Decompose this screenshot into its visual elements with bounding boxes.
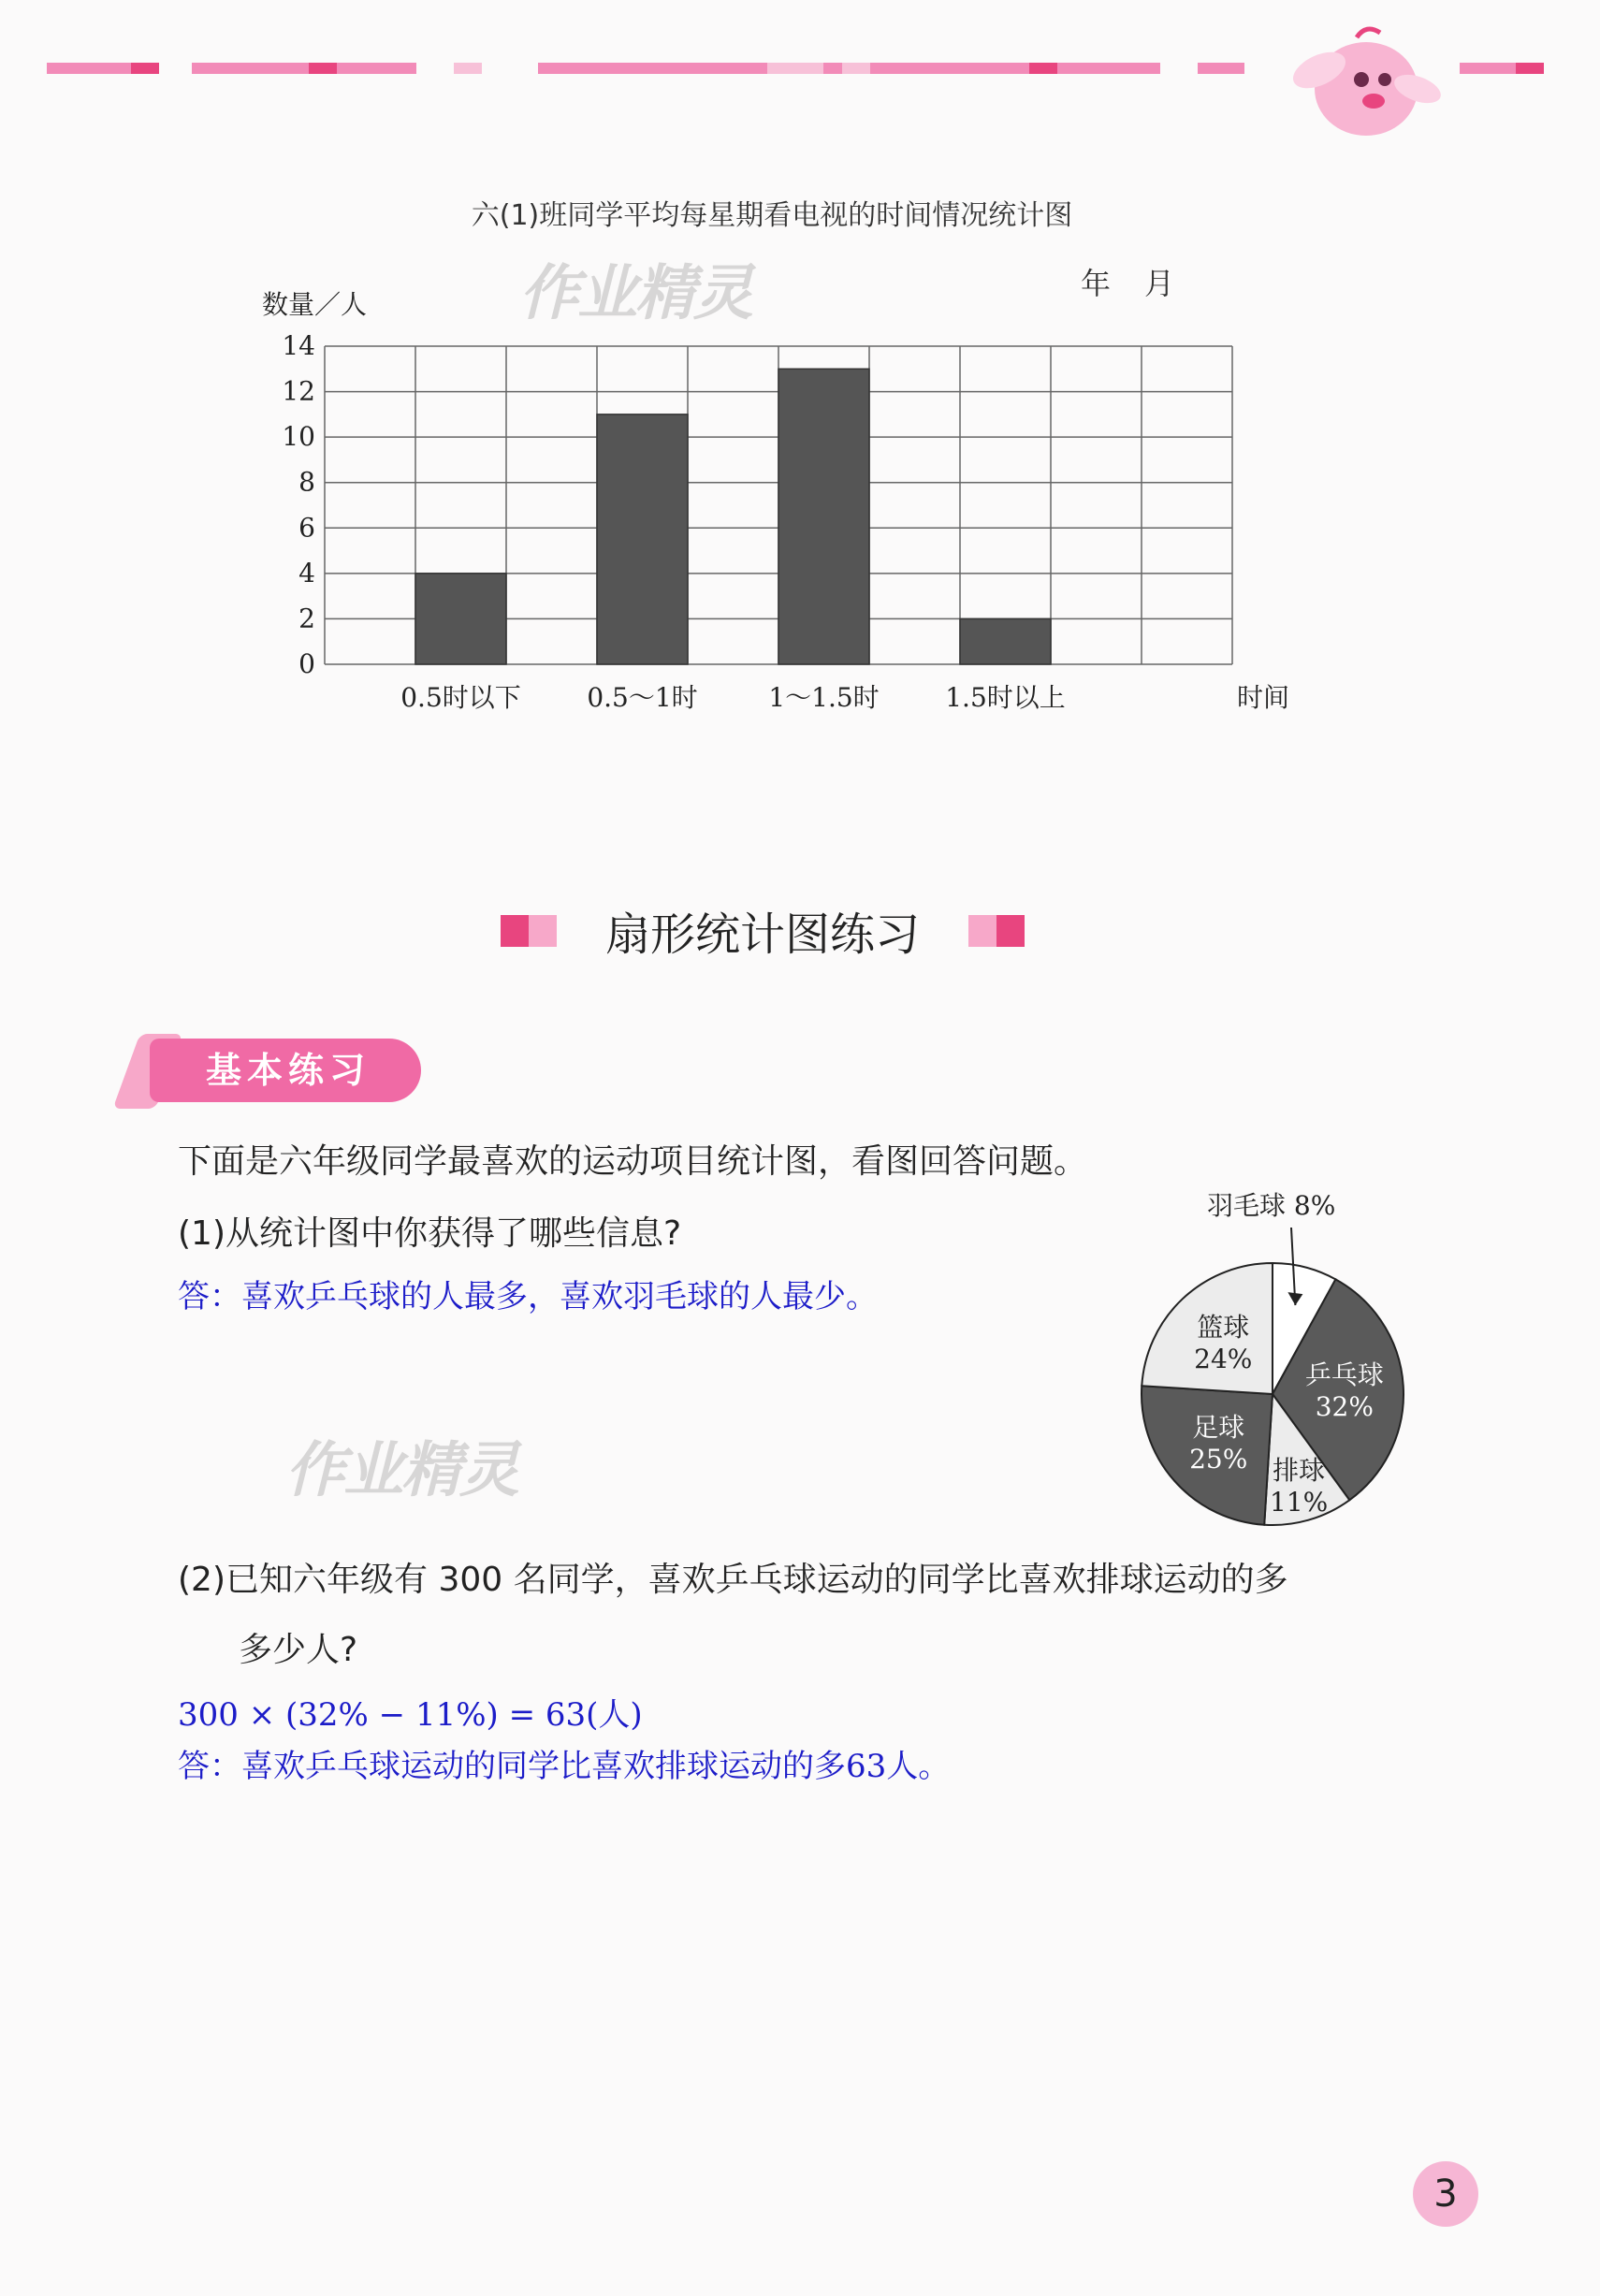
bird-mascot-icon xyxy=(1282,19,1450,150)
pie-slice-label: 乒乓球 xyxy=(1304,1359,1384,1391)
pie-slice-percent: 32% xyxy=(1315,1391,1374,1423)
watermark: 作业精灵 xyxy=(519,259,751,328)
bar-0 xyxy=(415,574,506,664)
pie-slice-label: 篮球 xyxy=(1197,1311,1250,1343)
watermark-2: 作业精灵 xyxy=(285,1436,517,1505)
question-2-line-2: 多少人? xyxy=(239,1631,358,1669)
bar-3 xyxy=(960,618,1051,664)
y-tick-label: 4 xyxy=(298,557,315,589)
pie-slice-label: 足球 xyxy=(1192,1411,1245,1443)
answer-2-text: 答：喜欢乒乓球运动的同学比喜欢排球运动的多63人。 xyxy=(178,1748,951,1785)
bar-chart xyxy=(243,187,1290,730)
x-tick-label: 1～1.5时 xyxy=(768,682,880,713)
x-axis-label: 时间 xyxy=(1237,682,1290,713)
y-tick-label: 0 xyxy=(298,648,315,679)
pie-slice-percent: 25% xyxy=(1189,1443,1248,1475)
x-tick-label: 0.5时以下 xyxy=(400,682,521,713)
section-title: 扇形统计图练习 xyxy=(604,908,920,961)
section-deco-right xyxy=(968,915,1025,947)
y-tick-label: 8 xyxy=(298,466,315,498)
pie-slice-percent: 24% xyxy=(1194,1343,1253,1374)
bar-1 xyxy=(597,414,688,664)
y-tick-label: 6 xyxy=(298,512,315,544)
y-axis-label: 数量／人 xyxy=(262,289,368,320)
y-tick-label: 12 xyxy=(282,375,315,407)
intro-text: 下面是六年级同学最喜欢的运动项目统计图，看图回答问题。 xyxy=(178,1142,1088,1181)
y-tick-label: 14 xyxy=(282,330,315,361)
basic-practice-tag: 基本练习 xyxy=(150,1039,421,1102)
x-tick-label: 0.5～1时 xyxy=(587,682,698,713)
pie-slice-percent: 11% xyxy=(1270,1486,1329,1518)
bar-2 xyxy=(778,369,869,664)
date-label: 年 月 xyxy=(1081,266,1177,301)
page-number: 3 xyxy=(1413,2161,1478,2227)
pie-chart xyxy=(1113,1188,1432,1534)
answer-2-formula: 300 × (32% − 11%) = 63(人) xyxy=(178,1696,643,1734)
answer-1: 答：喜欢乒乓球的人最多，喜欢羽毛球的人最少。 xyxy=(178,1278,878,1315)
question-1: (1)从统计图中你获得了哪些信息? xyxy=(178,1214,682,1253)
pie-label-outside: 羽毛球 8% xyxy=(1207,1190,1336,1221)
y-tick-label: 2 xyxy=(298,603,315,634)
x-tick-label: 1.5时以上 xyxy=(945,682,1066,713)
pie-slice-label: 排球 xyxy=(1273,1454,1326,1486)
bar-chart-title: 六(1)班同学平均每星期看电视的时间情况统计图 xyxy=(471,199,1073,232)
question-2-line-1: (2)已知六年级有 300 名同学，喜欢乒乓球运动的同学比喜欢排球运动的多 xyxy=(178,1561,1288,1599)
y-tick-label: 10 xyxy=(282,421,315,453)
